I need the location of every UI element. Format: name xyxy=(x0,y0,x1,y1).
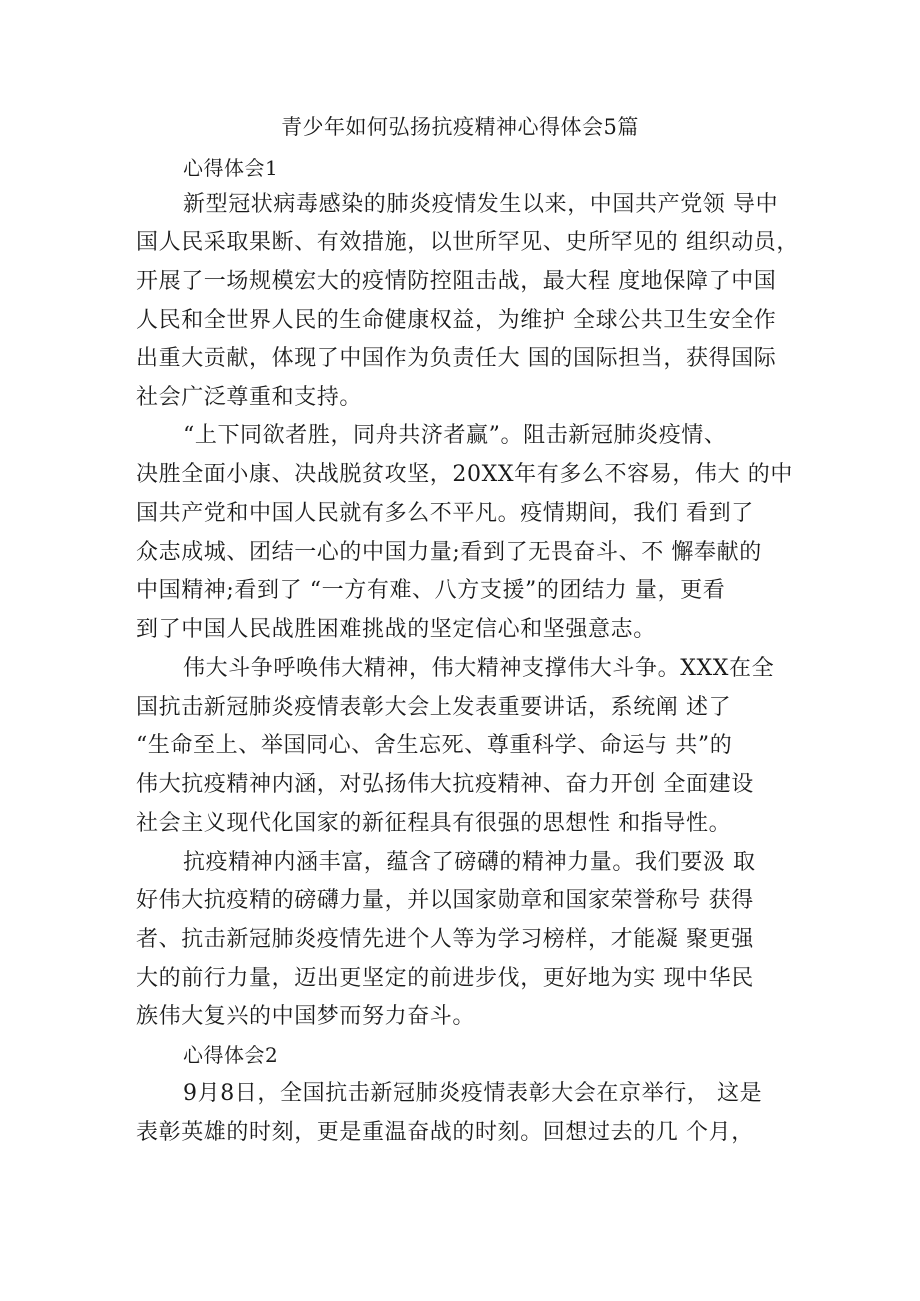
paragraph-line: 新型冠状病毒感染的肺炎疫情发生以来，中国共产党领 导中 xyxy=(183,192,779,217)
paragraph-line: 开展了一场规模宏大的疫情防控阻击战，最大程 度地保障了中国 xyxy=(136,269,777,294)
paragraph-line: 抗疫精神内涵丰富，蕴含了磅礴的精神力量。我们要汲 取 xyxy=(183,850,756,875)
paragraph-line: “生命至上、举国同心、舍生忘死、尊重科学、命运与 共”的 xyxy=(136,733,733,758)
paragraph-line: 决胜全面小康、决战脱贫攻坚，20XX年有多么不容易，伟大 的中 xyxy=(136,462,793,487)
paragraph-line: 表彰英雄的时刻，更是重温奋战的时刻。回想过去的几 个月， xyxy=(136,1120,754,1145)
document-title: 青少年如何弘扬抗疫精神心得体会5篇 xyxy=(281,115,639,139)
section-heading: 心得体会1 xyxy=(183,156,279,180)
paragraph-line: 国人民采取果断、有效措施，以世所罕见、史所罕见的 组织动员， xyxy=(136,230,799,255)
paragraph-line: 众志成城、团结一心的中国力量;看到了无畏奋斗、不 懈奉献的 xyxy=(136,540,762,565)
section-heading: 心得体会2 xyxy=(183,1043,279,1067)
paragraph-line: 社会主义现代化国家的新征程具有很强的思想性 和指导性。 xyxy=(136,811,732,836)
paragraph-line: 到了中国人民战胜困难挑战的坚定信心和坚强意志。 xyxy=(136,617,656,642)
paragraph-line: 中国精神;看到了 “一方有难、八方支援”的团结力 量，更看 xyxy=(136,578,726,603)
paragraph-line: 国共产党和中国人民就有多么不平凡。疫情期间，我们 看到了 xyxy=(136,501,754,526)
paragraph-line: 伟大抗疫精神内涵，对弘扬伟大抗疫精神、奋力开创 全面建设 xyxy=(136,772,754,797)
paragraph-line: 伟大斗争呼唤伟大精神，伟大精神支撑伟大斗争。XXX在全 xyxy=(183,656,775,681)
paragraph-line: 9月8日，全国抗击新冠肺炎疫情表彰大会在京举行， 这是 xyxy=(183,1081,763,1106)
paragraph-line: “上下同欲者胜，同舟共济者赢”。阻击新冠肺炎疫情、 xyxy=(183,423,727,448)
paragraph-line: 人民和全世界人民的生命健康权益，为维护 全球公共卫生安全作 xyxy=(136,308,777,333)
paragraph-line: 族伟大复兴的中国梦而努力奋斗。 xyxy=(136,1004,476,1029)
paragraph-line: 好伟大抗疫精的磅礴力量，并以国家勋章和国家荣誉称号 获得 xyxy=(136,888,754,913)
paragraph-line: 者、抗击新冠肺炎疫情先进个人等为学习榜样，才能凝 聚更强 xyxy=(136,927,754,952)
paragraph-line: 出重大贡献，体现了中国作为负责任大 国的国际担当，获得国际 xyxy=(136,346,777,371)
paragraph-line: 国抗击新冠肺炎疫情表彰大会上发表重要讲话，系统阐 述了 xyxy=(136,695,732,720)
paragraph-line: 社会广泛尊重和支持。 xyxy=(136,385,363,410)
paragraph-line: 大的前行力量，迈出更坚定的前进步伐，更好地为实 现中华民 xyxy=(136,966,754,991)
